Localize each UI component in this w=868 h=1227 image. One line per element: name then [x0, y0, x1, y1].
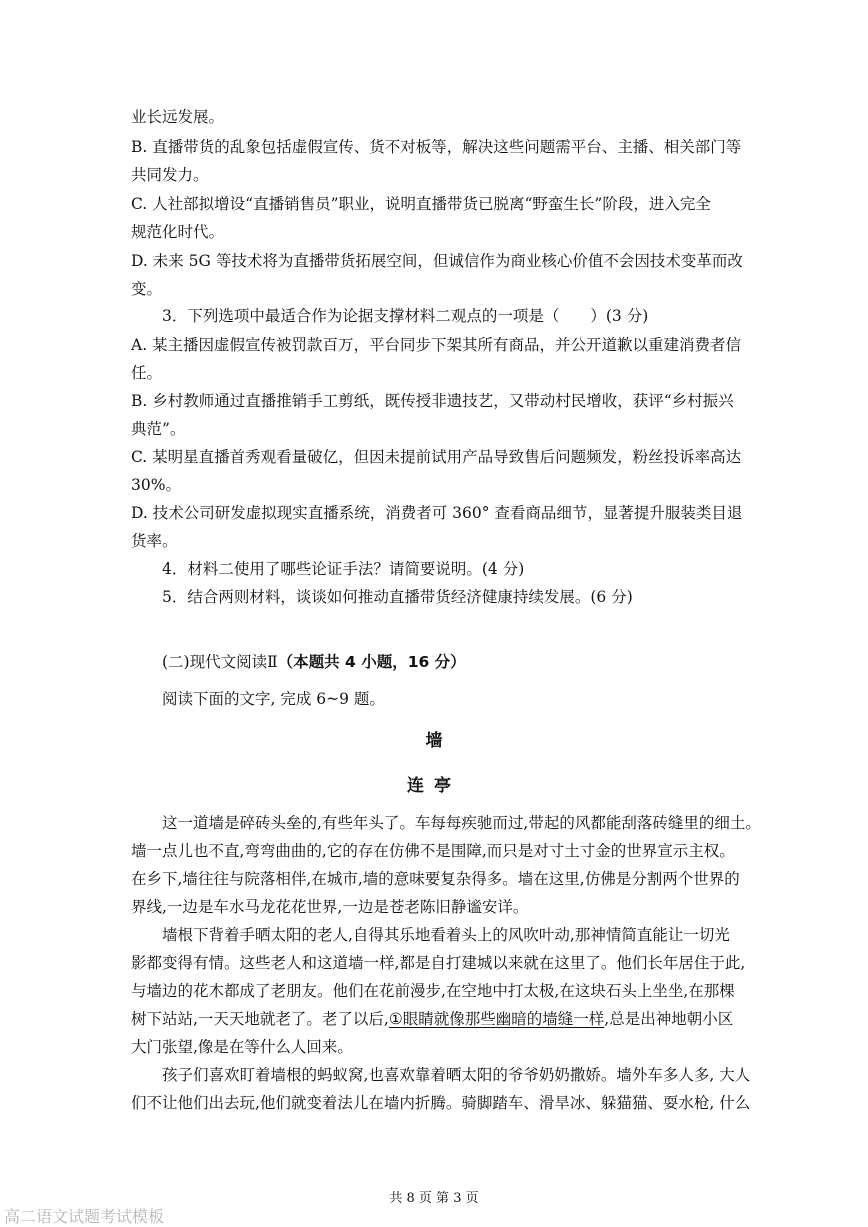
underlined-sentence-1	[389, 1010, 604, 1028]
q3-option-a-line2: 任。	[131, 364, 163, 382]
q3-option-d-line1: D. 技术公司研发虚拟现实直播系统，消费者可 360° 查看商品细节，显著提升服装类目退	[131, 504, 743, 522]
article-author: 连亭	[407, 776, 461, 796]
section-instruction: 阅读下面的文字, 完成 6~9 题。	[162, 690, 385, 708]
option-d-line2: 变。	[131, 280, 163, 298]
paragraph-3-line2: 们不让他们出去玩,他们就变着法儿在墙内折腾。骑脚踏车、滑旱冰、躲猫猫、耍水枪, 什么	[131, 1094, 751, 1112]
option-d-line1: D. 未来 5G 等技术将为直播带货拓展空间，但诚信作为商业核心价值不会因技术变革而改	[131, 252, 743, 270]
q3-option-d-line2: 货率。	[131, 532, 178, 550]
paragraph-1-line3: 在乡下,墙往往与院落相伴,在城市,墙的意味要复杂得多。墙在这里,仿佛是分割两个世界的	[131, 870, 740, 888]
paragraph-1-line4: 界线,一边是车水马龙花花世界,一边是苍老陈旧静谧安详。	[131, 898, 529, 916]
paragraph-2-line2: 影都变得有情。这些老人和这道墙一样,都是自打建城以来就在这里了。他们长年居住于此,	[131, 954, 746, 972]
option-b-line2: 共同发力。	[131, 166, 209, 184]
text-line: 业长远发展。	[131, 108, 225, 126]
option-c-line2: 规范化时代。	[131, 223, 225, 241]
paragraph-2-line1: 墙根下背着手晒太阳的老人,自得其乐地看着头上的风吹叶动,那神情简直能让一切光	[162, 926, 730, 944]
paragraph-1-line2: 墙一点儿也不直,弯弯曲曲的,它的存在仿佛不是围障,而只是对寸土寸金的世界宣示主权。	[131, 842, 735, 860]
section-heading-prefix: (二)现代文阅读Ⅱ	[162, 653, 278, 671]
section-heading-suffix: （本题共 4 小题，16 分）	[277, 653, 466, 671]
option-b-line1: B. 直播带货的乱象包括虚假宣传、货不对板等，解决这些问题需平台、主播、相关部门等	[131, 138, 742, 156]
option-c-line1: C. 人社部拟增设“直播销售员”职业，说明直播带货已脱离“野蛮生长”阶段，进入完全	[131, 195, 711, 213]
page-footer: 共 8 页 第 3 页	[389, 1191, 479, 1206]
q3-option-b-line2: 典范”。	[131, 420, 186, 438]
question-5: 5．结合两则材料，谈谈如何推动直播带货经济健康持续发展。(6 分)	[162, 588, 633, 606]
paragraph-2-line4	[131, 1009, 733, 1029]
paragraph-2-line3: 与墙边的花木都成了老朋友。他们在花前漫步,在空地中打太极,在这块石头上坐坐,在那棵	[131, 982, 735, 1000]
paragraph-3-line1: 孩子们喜欢盯着墙根的蚂蚁窝,也喜欢靠着晒太阳的爷爷奶奶撒娇。墙外车多人多, 大人	[162, 1066, 751, 1084]
paragraph-1-line1: 这一道墙是碎砖头垒的,有些年头了。车每每疾驰而过,带起的风都能刮落砖缝里的细土。	[162, 814, 761, 832]
paragraph-2-line5: 大门张望,像是在等什么人回来。	[131, 1038, 353, 1056]
question-3-stem: 3．下列选项中最适合作为论据支撑材料二观点的一项是（ ）(3 分)	[162, 307, 649, 325]
paragraph-2-line4-end: ,总是出神地朝小区	[604, 1010, 734, 1028]
underlined-text: 眼睛就像那些幽暗的墙缝一样	[402, 1010, 605, 1028]
question-4: 4．材料二使用了哪些论证手法？请简要说明。(4 分)	[162, 560, 525, 578]
section-heading	[162, 652, 466, 672]
q3-option-b-line1: B. 乡村教师通过直播推销手工剪纸，既传授非遗技艺，又带动村民增收，获评“乡村振兴	[131, 392, 734, 410]
article-title: 墙	[425, 731, 443, 751]
circled-number-1: ①	[388, 1010, 403, 1028]
paragraph-2-line4-start: 树下站站,一天天地就老了。老了以后,	[131, 1010, 389, 1028]
q3-option-a-line1: A. 某主播因虚假宣传被罚款百万，平台同步下架其所有商品，并公开道歉以重建消费者信	[131, 336, 742, 354]
q3-option-c-line1: C. 某明星直播首秀观看量破亿，但因未提前试用产品导致售后问题频发，粉丝投诉率高达	[131, 448, 742, 466]
q3-option-c-line2: 30%。	[131, 476, 181, 494]
watermark: 高二语文试题考试模板	[4, 1207, 165, 1226]
